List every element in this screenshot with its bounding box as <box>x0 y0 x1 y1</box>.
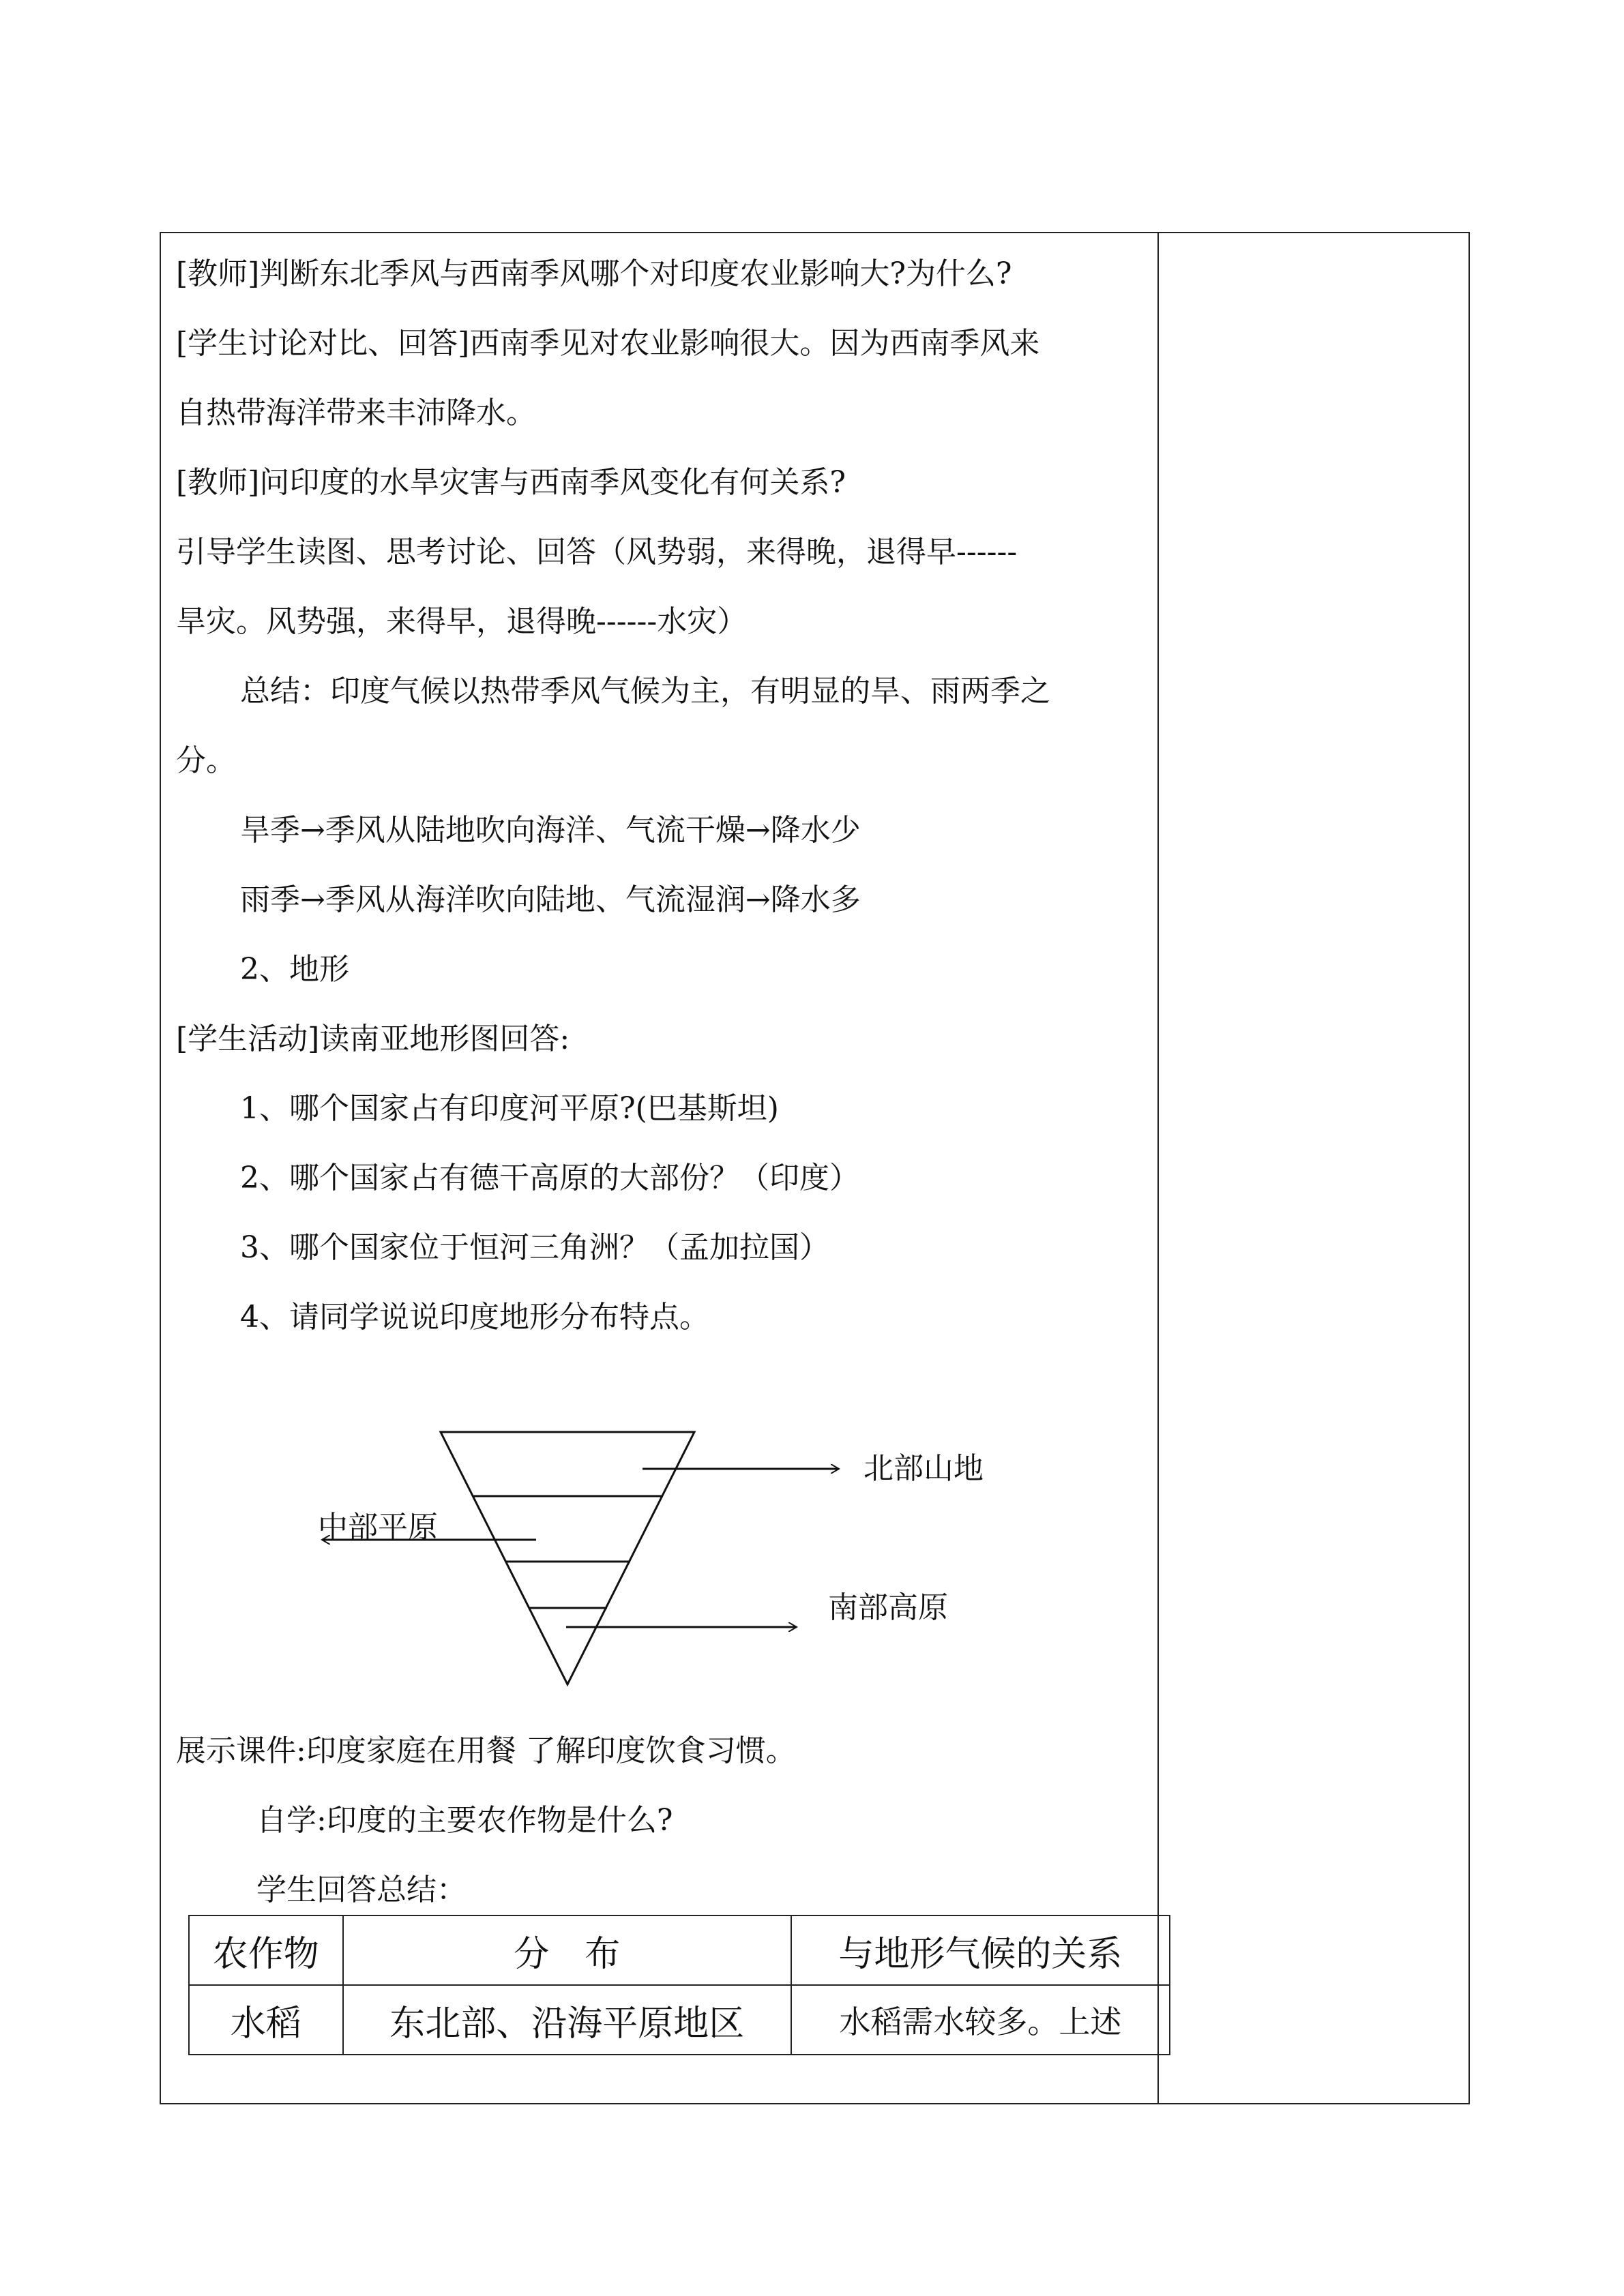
question-2: 2、哪个国家占有德干高原的大部份？（印度） <box>240 1161 859 1195</box>
text-line-courseware: 展示课件:印度家庭在用餐 了解印度饮食习惯。 <box>176 1733 796 1768</box>
text-line-self-study: 自学:印度的主要农作物是什么? <box>256 1803 673 1838</box>
text-line-8: 分。 <box>176 743 236 778</box>
terrain-diagram <box>300 1418 1023 1705</box>
header-relation: 与地形气候的关系 <box>791 1915 1170 1985</box>
question-4: 4、请同学说说印度地形分布特点。 <box>240 1300 709 1335</box>
table-header-row <box>189 1915 1170 1985</box>
question-3: 3、哪个国家位于恒河三角洲？（孟加拉国） <box>240 1230 829 1265</box>
label-middle-plain: 中部平原 <box>318 1510 438 1545</box>
column-divider <box>1157 232 1159 2104</box>
cell-relation: 水稻需水较多。上述 <box>791 1985 1170 2055</box>
cell-crop: 水稻 <box>189 1985 343 2055</box>
cell-distribution: 东北部、沿海平原地区 <box>343 1985 791 2055</box>
text-line-4: [教师]问印度的水旱灾害与西南季风变化有何关系? <box>176 465 846 500</box>
text-line-student-activity: [学生活动]读南亚地形图回答: <box>176 1022 570 1056</box>
label-north-mountains: 北部山地 <box>863 1451 984 1486</box>
text-line-dry-season: 旱季→季风从陆地吹向海洋、气流干燥→降水少 <box>240 813 861 848</box>
text-line-1: [教师]判断东北季风与西南季风哪个对印度农业影响大?为什么? <box>176 256 1012 291</box>
question-1: 1、哪个国家占有印度河平原?(巴基斯坦) <box>240 1091 779 1126</box>
text-line-terrain-heading: 2、地形 <box>240 952 349 987</box>
label-south-plateau: 南部高原 <box>828 1590 948 1625</box>
text-line-5: 引导学生读图、思考讨论、回答（风势弱，来得晚，退得早------ <box>176 535 1018 569</box>
text-line-6: 旱灾。风势强，来得早，退得晚------水灾） <box>176 604 748 639</box>
text-line-student-summary: 学生回答总结： <box>256 1873 467 1907</box>
crop-table <box>188 1915 1170 2055</box>
table-row <box>189 1985 1170 2055</box>
text-line-3: 自热带海洋带来丰沛降水。 <box>176 396 536 430</box>
text-line-wet-season: 雨季→季风从海洋吹向陆地、气流湿润→降水多 <box>240 882 861 917</box>
text-line-summary: 总结：印度气候以热带季风气候为主，有明显的旱、雨两季之 <box>240 674 1050 709</box>
text-line-2: [学生讨论对比、回答]西南季见对农业影响很大。因为西南季风来 <box>176 326 1040 361</box>
header-crop: 农作物 <box>189 1915 343 1985</box>
header-distribution: 分 布 <box>343 1915 791 1985</box>
